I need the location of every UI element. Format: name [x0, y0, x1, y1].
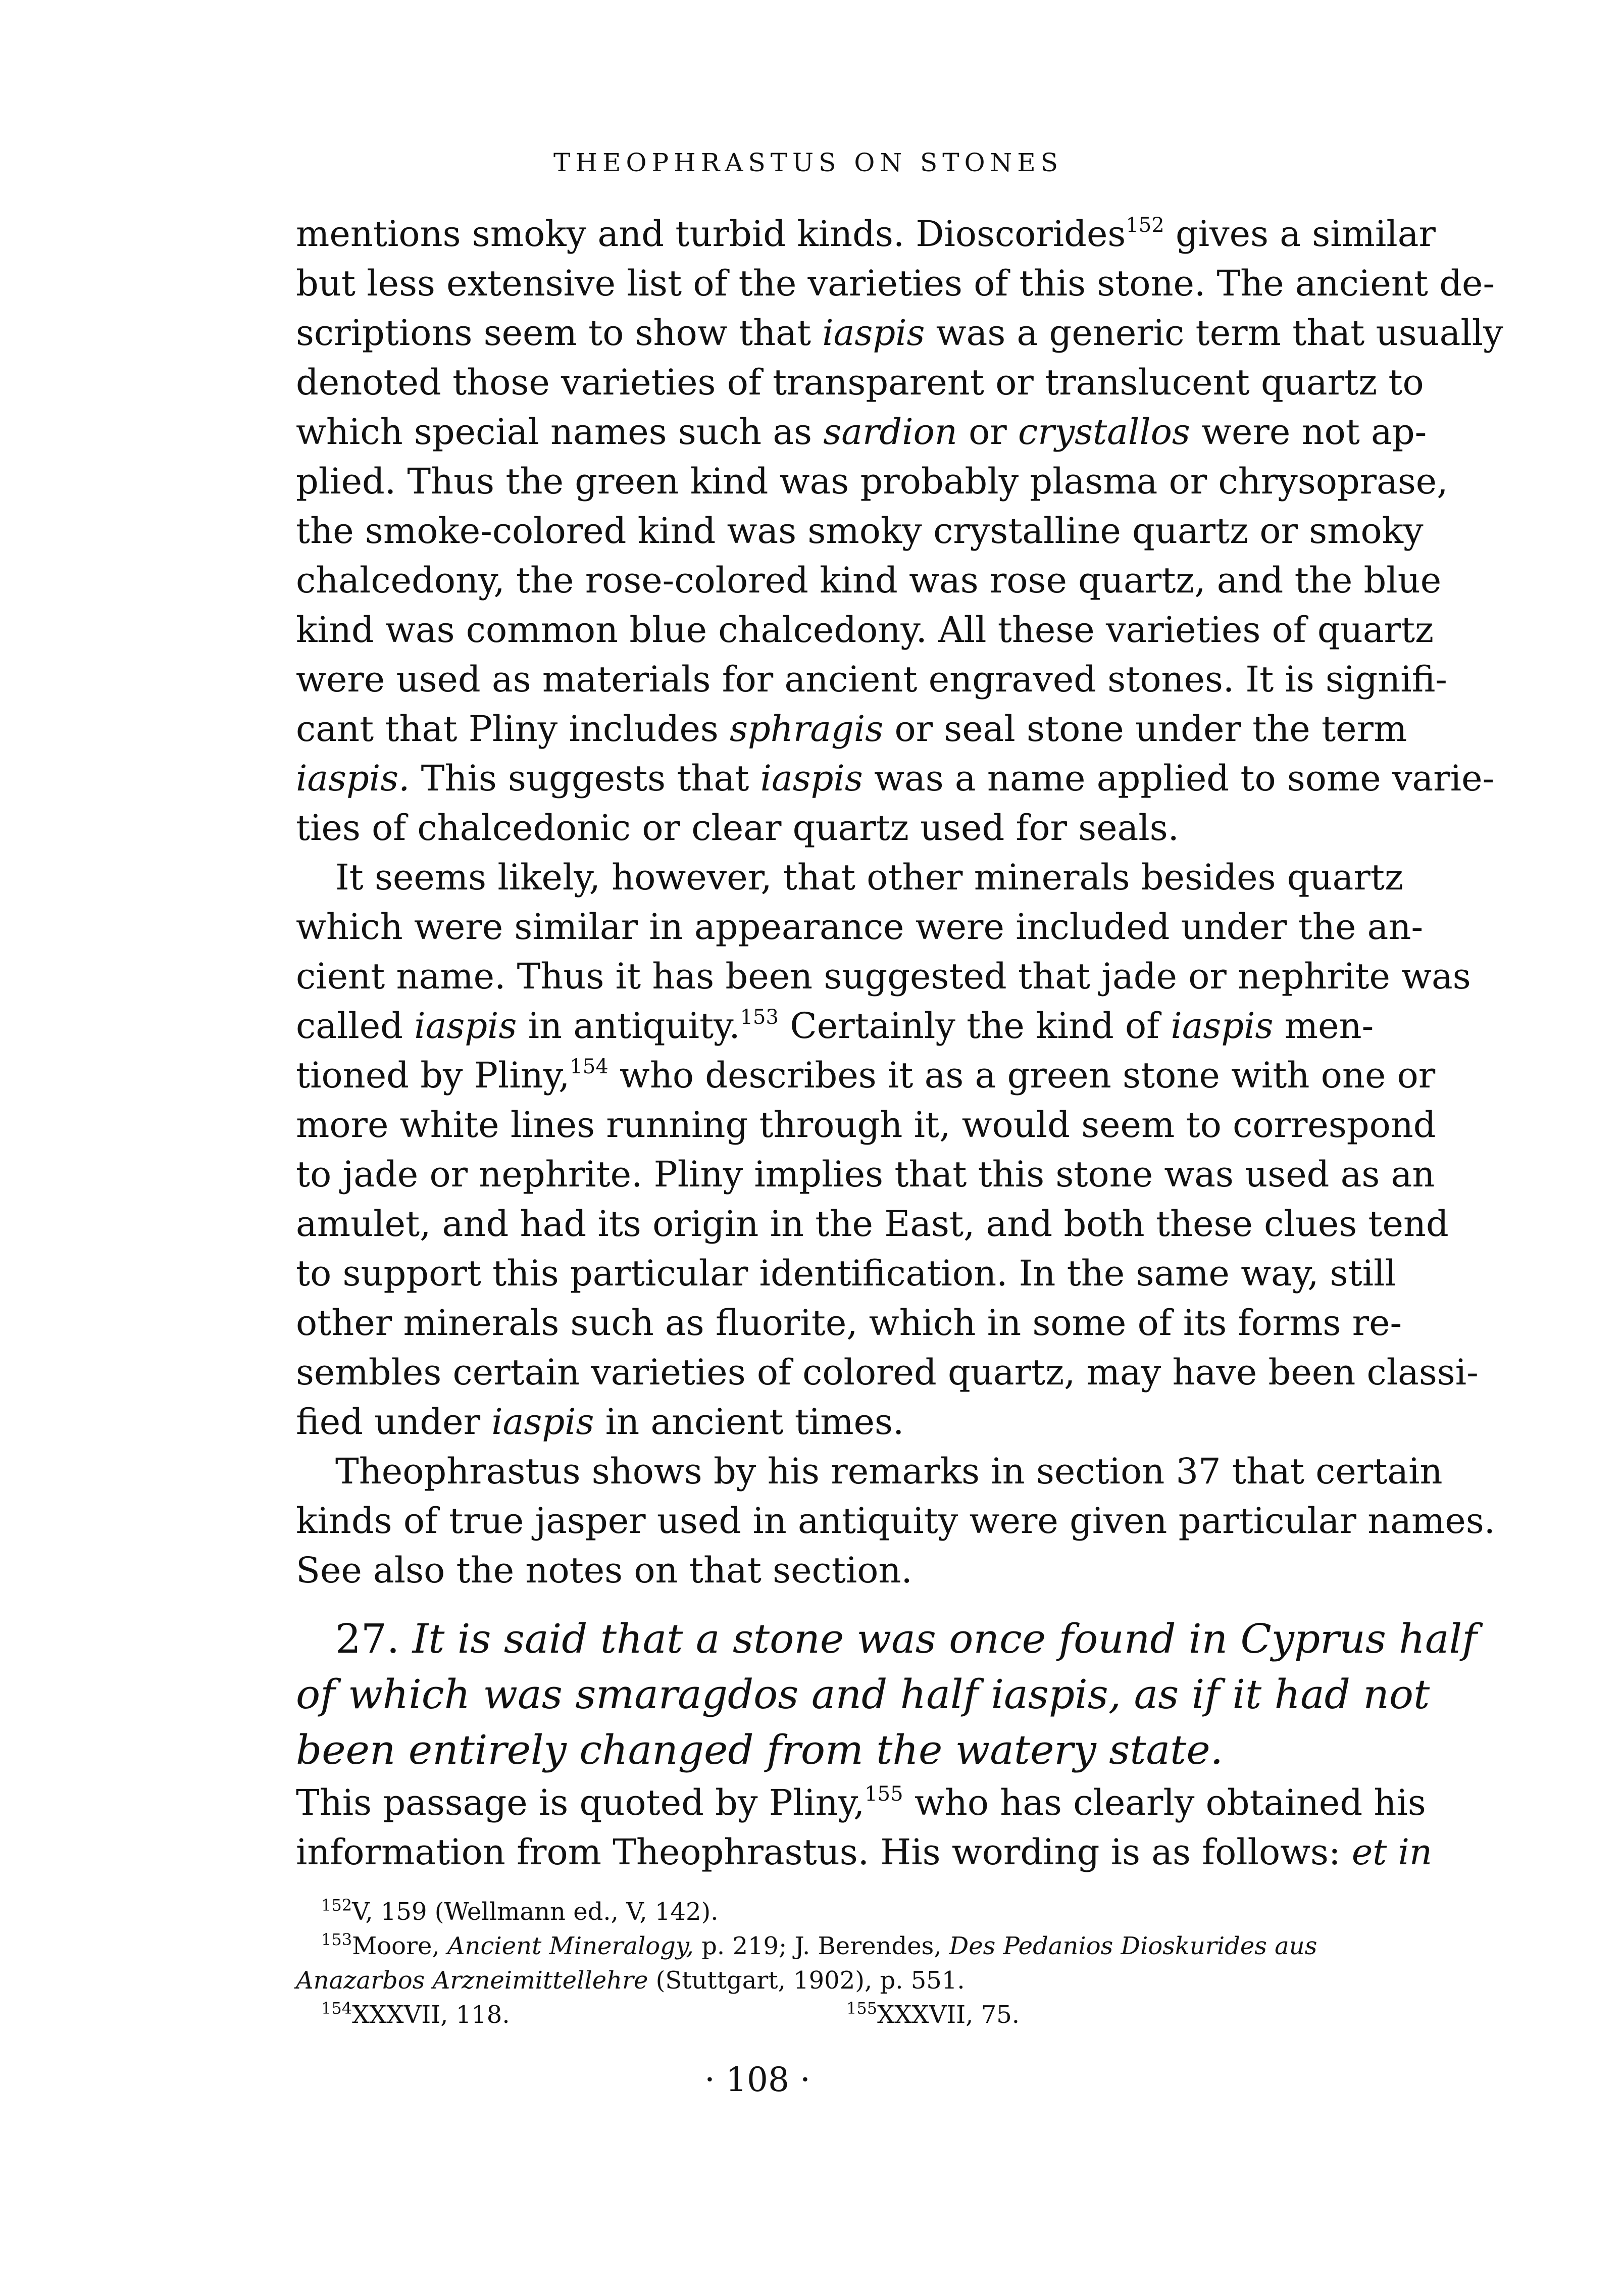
- footnote-ref: 152: [1126, 214, 1164, 237]
- text-line: the smoke-colored kind was smoky crystalline quartz or smoky: [296, 510, 1424, 552]
- text-line: sembles certain varieties of colored quartz, may have been classi-: [296, 1352, 1479, 1393]
- text-line: cant that Pliny includes sphragis or seal stone under the term: [296, 708, 1407, 750]
- footnote-ref: 154: [570, 1055, 608, 1078]
- text-line: which were similar in appearance were included under the an-: [296, 906, 1424, 948]
- text-line: to support this particular identification. In the same way, still: [296, 1253, 1396, 1294]
- footnote-153-continued: Anazarbos Arzneimittellehre (Stuttgart, 1902), p. 551.: [296, 1966, 965, 1995]
- text-line: plied. Thus the green kind was probably plasma or chrysoprase,: [296, 461, 1448, 502]
- text-line: of which was smaragdos and half iaspis, as if it had not: [296, 1671, 1430, 1718]
- footnote-ref: 155: [865, 1782, 903, 1806]
- text-line: called iaspis in antiquity.$^{153}$ Certainly the kind of iaspis men-: [296, 1005, 1374, 1047]
- footnote-153: $^{153}$Moore, Ancient Mineralogy, p. 219; J. Berendes, Des Pedanios Dioskurides aus: [321, 1930, 1317, 1960]
- text-line: cient name. Thus it has been suggested that jade or nephrite was: [296, 956, 1471, 997]
- text-line: were used as materials for ancient engraved stones. It is signifi-: [296, 659, 1447, 700]
- page-number: · 108 ·: [704, 2060, 810, 2099]
- text-line: ties of chalcedonic or clear quartz used for seals.: [296, 807, 1179, 849]
- text-line: mentions smoky and turbid kinds. Dioscorides$^{152}$ gives a similar: [296, 213, 1436, 255]
- text-line: tioned by Pliny,$^{154}$ who describes it as a green stone with one or: [296, 1055, 1436, 1096]
- text-line: which special names such as sardion or crystallos were not ap-: [296, 411, 1427, 453]
- text-line: but less extensive list of the varieties of this stone. The ancient de-: [296, 263, 1495, 304]
- text-line: to jade or nephrite. Pliny implies that this stone was used as an: [296, 1154, 1435, 1195]
- text-line: This passage is quoted by Pliny,$^{155}$ who has clearly obtained his: [296, 1782, 1426, 1823]
- text-line: chalcedony, the rose-colored kind was rose quartz, and the blue: [296, 560, 1442, 601]
- text-line: It seems likely, however, that other minerals besides quartz: [335, 857, 1403, 898]
- text-line: been entirely changed from the watery state.: [296, 1726, 1224, 1773]
- section-number: 27.: [335, 1615, 400, 1662]
- text-line: other minerals such as fluorite, which in some of its forms re-: [296, 1302, 1402, 1344]
- text-line: iaspis. This suggests that iaspis was a name applied to some varie-: [296, 758, 1495, 799]
- footnote-152: $^{152}$V, 159 (Wellmann ed., V, 142).: [321, 1896, 719, 1926]
- text-line: fied under iaspis in ancient times.: [296, 1401, 904, 1443]
- footnote-ref: 153: [740, 1006, 779, 1029]
- text-line: information from Theophrastus. His wording is as follows: et in: [296, 1831, 1433, 1873]
- footnote-155: $^{155}$XXXVII, 75.: [846, 1999, 1020, 2029]
- text-line: Theophrastus shows by his remarks in section 37 that certain: [335, 1451, 1443, 1492]
- text-line: amulet, and had its origin in the East, and both these clues tend: [296, 1203, 1449, 1245]
- text-line: more white lines running through it, would seem to correspond: [296, 1104, 1436, 1146]
- text-line: scriptions seem to show that iaspis was a generic term that usually: [296, 312, 1503, 354]
- text-line: kind was common blue chalcedony. All these varieties of quartz: [296, 609, 1434, 651]
- text-line: kinds of true jasper used in antiquity were given particular names.: [296, 1500, 1496, 1542]
- footnote-154: $^{154}$XXXVII, 118.: [321, 1999, 510, 2029]
- running-head: THEOPHRASTUS ON STONES: [553, 148, 1063, 177]
- text-line: denoted those varieties of transparent or translucent quartz to: [296, 362, 1424, 403]
- text-line: See also the notes on that section.: [296, 1550, 912, 1591]
- text-line: 27. It is said that a stone was once found in Cyprus half: [335, 1615, 1477, 1662]
